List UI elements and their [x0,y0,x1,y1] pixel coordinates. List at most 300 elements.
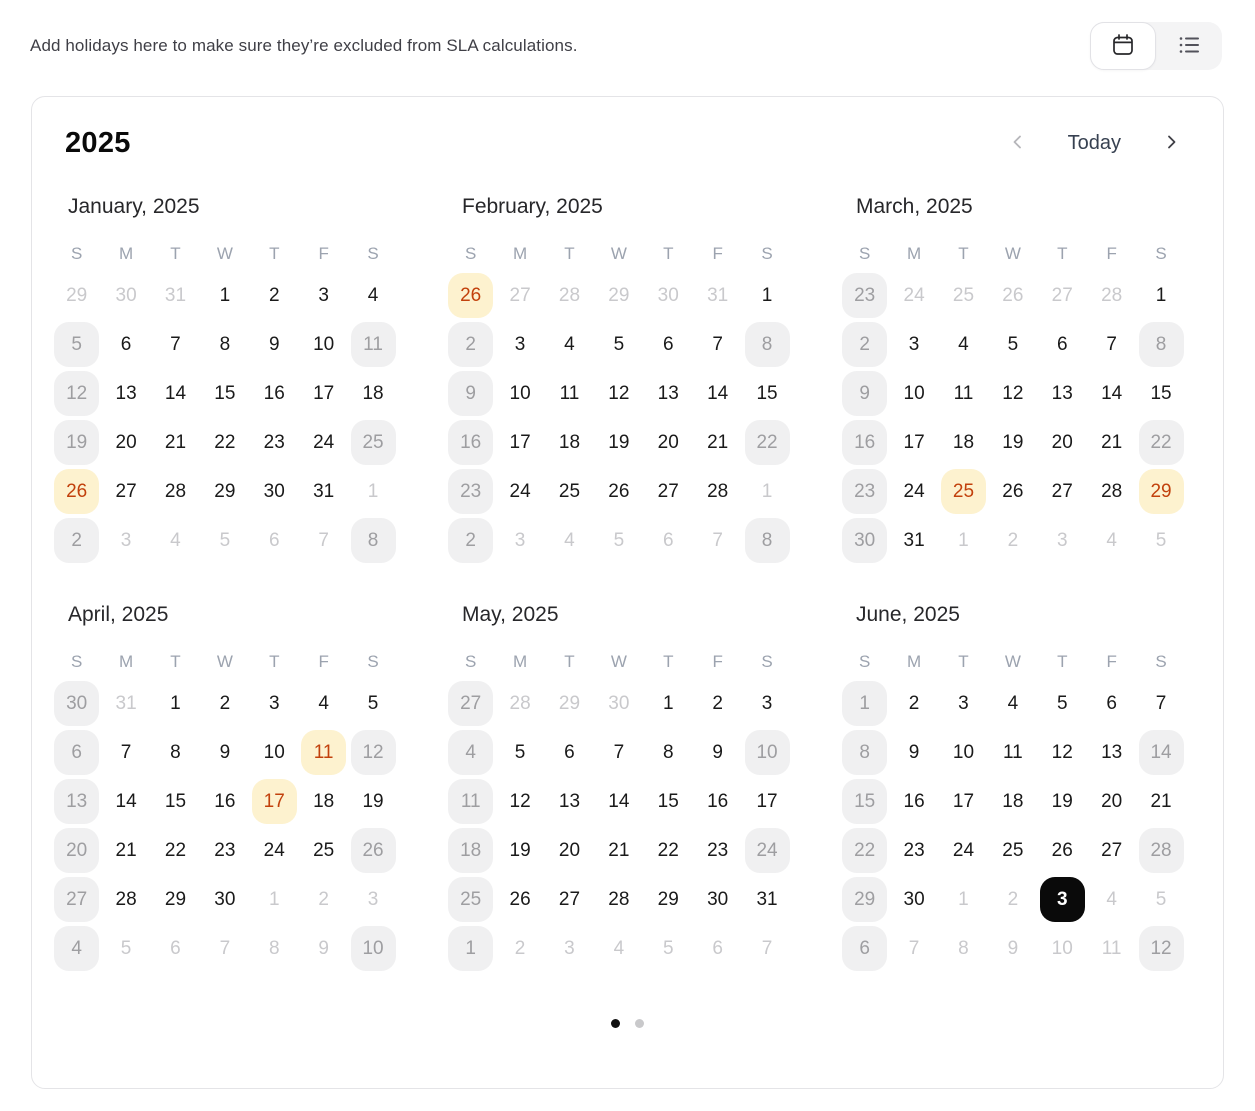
list-view-button[interactable] [1156,22,1222,70]
day-number: 25 [558,480,581,502]
day-cell[interactable] [1136,516,1185,565]
day-cell[interactable] [52,271,101,320]
day-cell[interactable] [1136,777,1185,826]
day-cell[interactable] [1136,875,1185,924]
day-cell[interactable] [988,777,1037,826]
day-cell[interactable] [348,516,397,565]
day-cell-holiday[interactable] [939,467,988,516]
day-cell[interactable] [1038,826,1087,875]
day-number: 16 [263,382,285,404]
day-cell[interactable] [348,924,397,973]
day-cell[interactable] [1136,679,1185,728]
day-cell[interactable] [988,467,1037,516]
day-cell[interactable] [446,320,495,369]
day-cell[interactable] [1087,777,1136,826]
day-cell[interactable] [594,826,643,875]
day-cell[interactable] [151,418,200,467]
day-cell[interactable] [545,271,594,320]
day-number: 7 [908,937,920,959]
day-cell[interactable] [594,369,643,418]
day-cell[interactable] [939,679,988,728]
day-cell[interactable] [644,467,693,516]
day-cell[interactable] [742,369,791,418]
day-number: 30 [707,888,729,910]
day-cell[interactable] [348,728,397,777]
day-cell[interactable] [889,826,938,875]
day-number: 8 [219,333,231,355]
day-cell[interactable] [52,679,101,728]
day-cell[interactable] [644,369,693,418]
day-cell[interactable] [693,467,742,516]
day-cell[interactable] [101,924,150,973]
day-number: 24 [263,839,285,861]
day-cell[interactable] [101,320,150,369]
day-number: 9 [842,371,887,416]
day-cell[interactable] [1087,467,1136,516]
day-cell[interactable] [840,418,889,467]
day-cell[interactable] [299,418,348,467]
day-cell[interactable] [200,777,249,826]
day-cell[interactable] [1136,924,1185,973]
day-cell[interactable] [495,679,544,728]
day-number: 5 [1056,692,1068,714]
day-cell[interactable] [348,369,397,418]
day-cell[interactable] [200,516,249,565]
day-cell[interactable] [889,679,938,728]
day-cell[interactable] [151,320,200,369]
day-cell[interactable] [1087,271,1136,320]
day-cell[interactable] [446,516,495,565]
day-cell[interactable] [594,777,643,826]
day-number: 7 [613,741,625,763]
day-cell[interactable] [250,418,299,467]
calendar-nav [1006,131,1183,155]
day-cell[interactable] [693,826,742,875]
day-cell[interactable] [348,467,397,516]
day-cell[interactable] [693,320,742,369]
day-cell[interactable] [840,826,889,875]
day-cell[interactable] [299,924,348,973]
day-cell[interactable] [988,271,1037,320]
day-cell[interactable] [200,875,249,924]
day-cell[interactable] [151,826,200,875]
day-cell[interactable] [52,924,101,973]
days-grid [446,271,792,565]
day-cell[interactable] [299,875,348,924]
weekday-label: W [610,652,627,671]
day-cell[interactable] [693,777,742,826]
day-cell[interactable] [101,467,150,516]
day-cell[interactable] [1038,777,1087,826]
weekday-label: F [712,652,723,671]
weekday-label: T [564,652,575,671]
today-button[interactable]: Today [1067,131,1121,154]
day-cell[interactable] [1087,320,1136,369]
day-cell[interactable] [594,875,643,924]
day-number: 13 [1101,741,1123,763]
day-cell[interactable] [495,924,544,973]
day-cell[interactable] [693,369,742,418]
day-cell[interactable] [299,271,348,320]
day-cell[interactable] [200,418,249,467]
day-cell[interactable] [200,320,249,369]
day-cell[interactable] [1087,728,1136,777]
day-cell[interactable] [742,516,791,565]
day-cell[interactable] [250,516,299,565]
day-cell[interactable] [299,516,348,565]
day-cell[interactable] [1087,516,1136,565]
day-cell[interactable] [693,728,742,777]
weekday-label: F [318,652,329,671]
day-cell[interactable] [1087,679,1136,728]
day-cell[interactable] [52,320,101,369]
day-cell[interactable] [889,777,938,826]
pagination-dot-active[interactable] [611,1019,620,1028]
day-cell[interactable] [644,516,693,565]
day-cell[interactable] [840,369,889,418]
day-cell-today[interactable] [1038,875,1087,924]
day-cell[interactable] [200,826,249,875]
day-cell[interactable] [299,467,348,516]
day-cell[interactable] [200,924,249,973]
day-cell[interactable] [495,875,544,924]
day-cell[interactable] [495,320,544,369]
day-cell[interactable] [52,516,101,565]
day-cell[interactable] [644,826,693,875]
day-cell[interactable] [52,875,101,924]
day-cell[interactable] [1038,516,1087,565]
day-cell[interactable] [988,679,1037,728]
day-cell[interactable] [939,271,988,320]
day-cell[interactable] [840,728,889,777]
day-cell[interactable] [594,924,643,973]
day-cell[interactable] [446,679,495,728]
day-cell[interactable] [742,924,791,973]
day-number: 9 [908,741,920,763]
day-number: 10 [952,741,975,763]
month-june [840,603,1186,973]
day-cell[interactable] [693,271,742,320]
day-cell[interactable] [1038,679,1087,728]
day-cell[interactable] [988,826,1037,875]
day-cell[interactable] [644,924,693,973]
day-cell[interactable] [644,777,693,826]
day-cell[interactable] [299,369,348,418]
day-cell[interactable] [250,467,299,516]
day-number: 29 [1139,469,1184,514]
day-cell[interactable] [693,924,742,973]
day-cell[interactable] [545,320,594,369]
day-cell[interactable] [988,418,1037,467]
day-number: 8 [662,741,674,763]
day-cell[interactable] [545,728,594,777]
day-cell[interactable] [101,679,150,728]
day-cell[interactable] [742,467,791,516]
day-cell[interactable] [348,875,397,924]
day-cell[interactable] [200,271,249,320]
day-cell[interactable] [250,271,299,320]
pagination-dot[interactable] [635,1019,644,1028]
day-cell[interactable] [644,728,693,777]
weekday-label: T [269,244,280,263]
day-cell[interactable] [1038,467,1087,516]
day-cell[interactable] [1087,875,1136,924]
day-cell[interactable] [939,826,988,875]
day-cell[interactable] [495,467,544,516]
day-number: 5 [662,937,674,959]
day-cell[interactable] [446,369,495,418]
day-cell[interactable] [939,320,988,369]
day-cell[interactable] [1038,728,1087,777]
day-cell[interactable] [988,875,1037,924]
day-cell[interactable] [889,875,938,924]
day-number: 29 [657,888,679,910]
day-cell[interactable] [200,728,249,777]
day-cell[interactable] [495,271,544,320]
day-cell[interactable] [840,679,889,728]
day-cell[interactable] [151,467,200,516]
day-cell[interactable] [446,777,495,826]
day-cell[interactable] [693,679,742,728]
day-cell[interactable] [742,320,791,369]
day-cell[interactable] [495,418,544,467]
day-cell[interactable] [545,875,594,924]
day-cell[interactable] [299,826,348,875]
day-cell[interactable] [840,777,889,826]
next-page-button[interactable] [1159,131,1183,155]
day-cell[interactable] [101,875,150,924]
day-cell[interactable] [299,777,348,826]
day-cell[interactable] [101,516,150,565]
day-cell[interactable] [693,516,742,565]
day-cell[interactable] [1038,369,1087,418]
day-cell[interactable] [101,418,150,467]
day-cell[interactable] [250,728,299,777]
day-cell[interactable] [151,924,200,973]
day-cell[interactable] [151,679,200,728]
day-cell[interactable] [1038,271,1087,320]
day-cell[interactable] [1087,418,1136,467]
day-cell[interactable] [594,516,643,565]
day-cell[interactable] [250,875,299,924]
day-cell[interactable] [1136,369,1185,418]
day-cell[interactable] [1136,418,1185,467]
day-cell[interactable] [200,679,249,728]
day-number: 20 [1101,790,1123,812]
day-cell[interactable] [644,418,693,467]
day-cell[interactable] [594,271,643,320]
day-cell[interactable] [1087,369,1136,418]
day-number: 4 [1106,529,1117,551]
day-cell[interactable] [1136,271,1185,320]
day-cell[interactable] [101,728,150,777]
day-cell[interactable] [939,777,988,826]
day-cell[interactable] [446,826,495,875]
day-cell[interactable] [594,320,643,369]
day-cell[interactable] [889,728,938,777]
day-cell[interactable] [889,320,938,369]
day-cell[interactable] [939,728,988,777]
day-cell[interactable] [52,728,101,777]
day-cell-holiday[interactable] [52,467,101,516]
day-cell[interactable] [988,516,1037,565]
day-cell[interactable] [1136,728,1185,777]
day-cell[interactable] [594,467,643,516]
day-cell[interactable] [446,728,495,777]
day-cell[interactable] [52,369,101,418]
day-cell[interactable] [889,369,938,418]
day-cell[interactable] [151,728,200,777]
day-cell[interactable] [52,418,101,467]
day-cell[interactable] [446,467,495,516]
day-cell[interactable] [348,418,397,467]
day-cell[interactable] [250,369,299,418]
day-cell[interactable] [495,777,544,826]
day-cell-holiday[interactable] [1136,467,1185,516]
day-cell[interactable] [250,320,299,369]
day-cell[interactable] [742,679,791,728]
day-number: 29 [608,284,630,306]
day-number: 9 [268,333,280,355]
day-cell[interactable] [644,320,693,369]
weekday-label: S [1155,652,1167,671]
day-cell[interactable] [889,924,938,973]
day-cell[interactable] [545,369,594,418]
day-number: 25 [1002,839,1024,861]
day-cell[interactable] [348,271,397,320]
day-cell[interactable] [594,728,643,777]
day-cell[interactable] [348,320,397,369]
day-cell[interactable] [101,271,150,320]
day-cell-holiday[interactable] [446,271,495,320]
day-number: 1 [219,284,231,306]
day-cell[interactable] [742,826,791,875]
day-number: 6 [1056,333,1068,355]
day-number: 31 [756,888,778,910]
day-cell[interactable] [151,369,200,418]
day-number: 22 [657,839,679,861]
day-cell[interactable] [545,679,594,728]
day-cell[interactable] [889,418,938,467]
day-cell[interactable] [348,777,397,826]
day-number: 22 [1139,420,1184,465]
day-cell[interactable] [200,369,249,418]
day-cell[interactable] [52,826,101,875]
day-cell[interactable] [250,679,299,728]
day-cell[interactable] [988,924,1037,973]
day-cell[interactable] [840,320,889,369]
day-number: 13 [115,382,137,404]
day-cell-holiday[interactable] [250,777,299,826]
day-cell[interactable] [1136,826,1185,875]
day-cell[interactable] [594,418,643,467]
day-cell[interactable] [693,418,742,467]
day-cell[interactable] [840,271,889,320]
day-cell[interactable] [939,369,988,418]
day-cell[interactable] [1038,320,1087,369]
day-cell[interactable] [840,516,889,565]
day-cell[interactable] [151,875,200,924]
day-cell[interactable] [299,320,348,369]
day-cell[interactable] [545,516,594,565]
day-cell[interactable] [545,777,594,826]
day-cell[interactable] [644,679,693,728]
day-cell[interactable] [446,875,495,924]
day-cell[interactable] [446,418,495,467]
day-cell[interactable] [939,924,988,973]
day-cell[interactable] [151,516,200,565]
day-cell[interactable] [840,924,889,973]
day-cell[interactable] [250,924,299,973]
day-cell[interactable] [1087,826,1136,875]
day-cell[interactable] [545,418,594,467]
day-cell[interactable] [594,679,643,728]
day-cell[interactable] [644,271,693,320]
day-cell[interactable] [742,418,791,467]
day-cell[interactable] [250,826,299,875]
day-cell[interactable] [101,777,150,826]
month-title: May, 2025 [462,603,559,626]
day-cell[interactable] [988,369,1037,418]
day-cell[interactable] [840,875,889,924]
day-cell[interactable] [348,679,397,728]
day-cell[interactable] [889,271,938,320]
day-cell[interactable] [151,777,200,826]
day-cell[interactable] [52,777,101,826]
day-cell[interactable] [742,271,791,320]
day-cell[interactable] [200,467,249,516]
day-cell[interactable] [545,924,594,973]
day-cell[interactable] [495,728,544,777]
day-cell[interactable] [495,826,544,875]
day-cell[interactable] [840,467,889,516]
day-cell[interactable] [348,826,397,875]
day-cell[interactable] [988,728,1037,777]
day-number: 20 [1051,431,1073,453]
day-cell[interactable] [693,875,742,924]
day-cell[interactable] [1038,418,1087,467]
day-cell[interactable] [988,320,1037,369]
day-cell[interactable] [101,369,150,418]
day-number: 4 [564,333,575,355]
day-cell[interactable] [1136,320,1185,369]
day-cell[interactable] [939,418,988,467]
day-cell[interactable] [889,467,938,516]
day-cell[interactable] [446,924,495,973]
day-cell[interactable] [545,826,594,875]
day-cell[interactable] [299,679,348,728]
day-cell[interactable] [495,369,544,418]
day-cell[interactable] [742,777,791,826]
day-cell[interactable] [151,271,200,320]
calendar-view-button[interactable] [1090,22,1156,70]
day-cell[interactable] [495,516,544,565]
day-number: 2 [712,692,723,714]
day-cell[interactable] [889,516,938,565]
day-cell[interactable] [742,728,791,777]
day-cell[interactable] [742,875,791,924]
day-cell[interactable] [545,467,594,516]
day-cell[interactable] [644,875,693,924]
day-cell[interactable] [939,516,988,565]
day-cell[interactable] [939,875,988,924]
day-cell[interactable] [1087,924,1136,973]
day-cell-holiday[interactable] [299,728,348,777]
prev-page-button[interactable] [1006,131,1030,155]
day-cell[interactable] [1038,924,1087,973]
day-cell[interactable] [101,826,150,875]
month-title: March, 2025 [856,195,973,218]
